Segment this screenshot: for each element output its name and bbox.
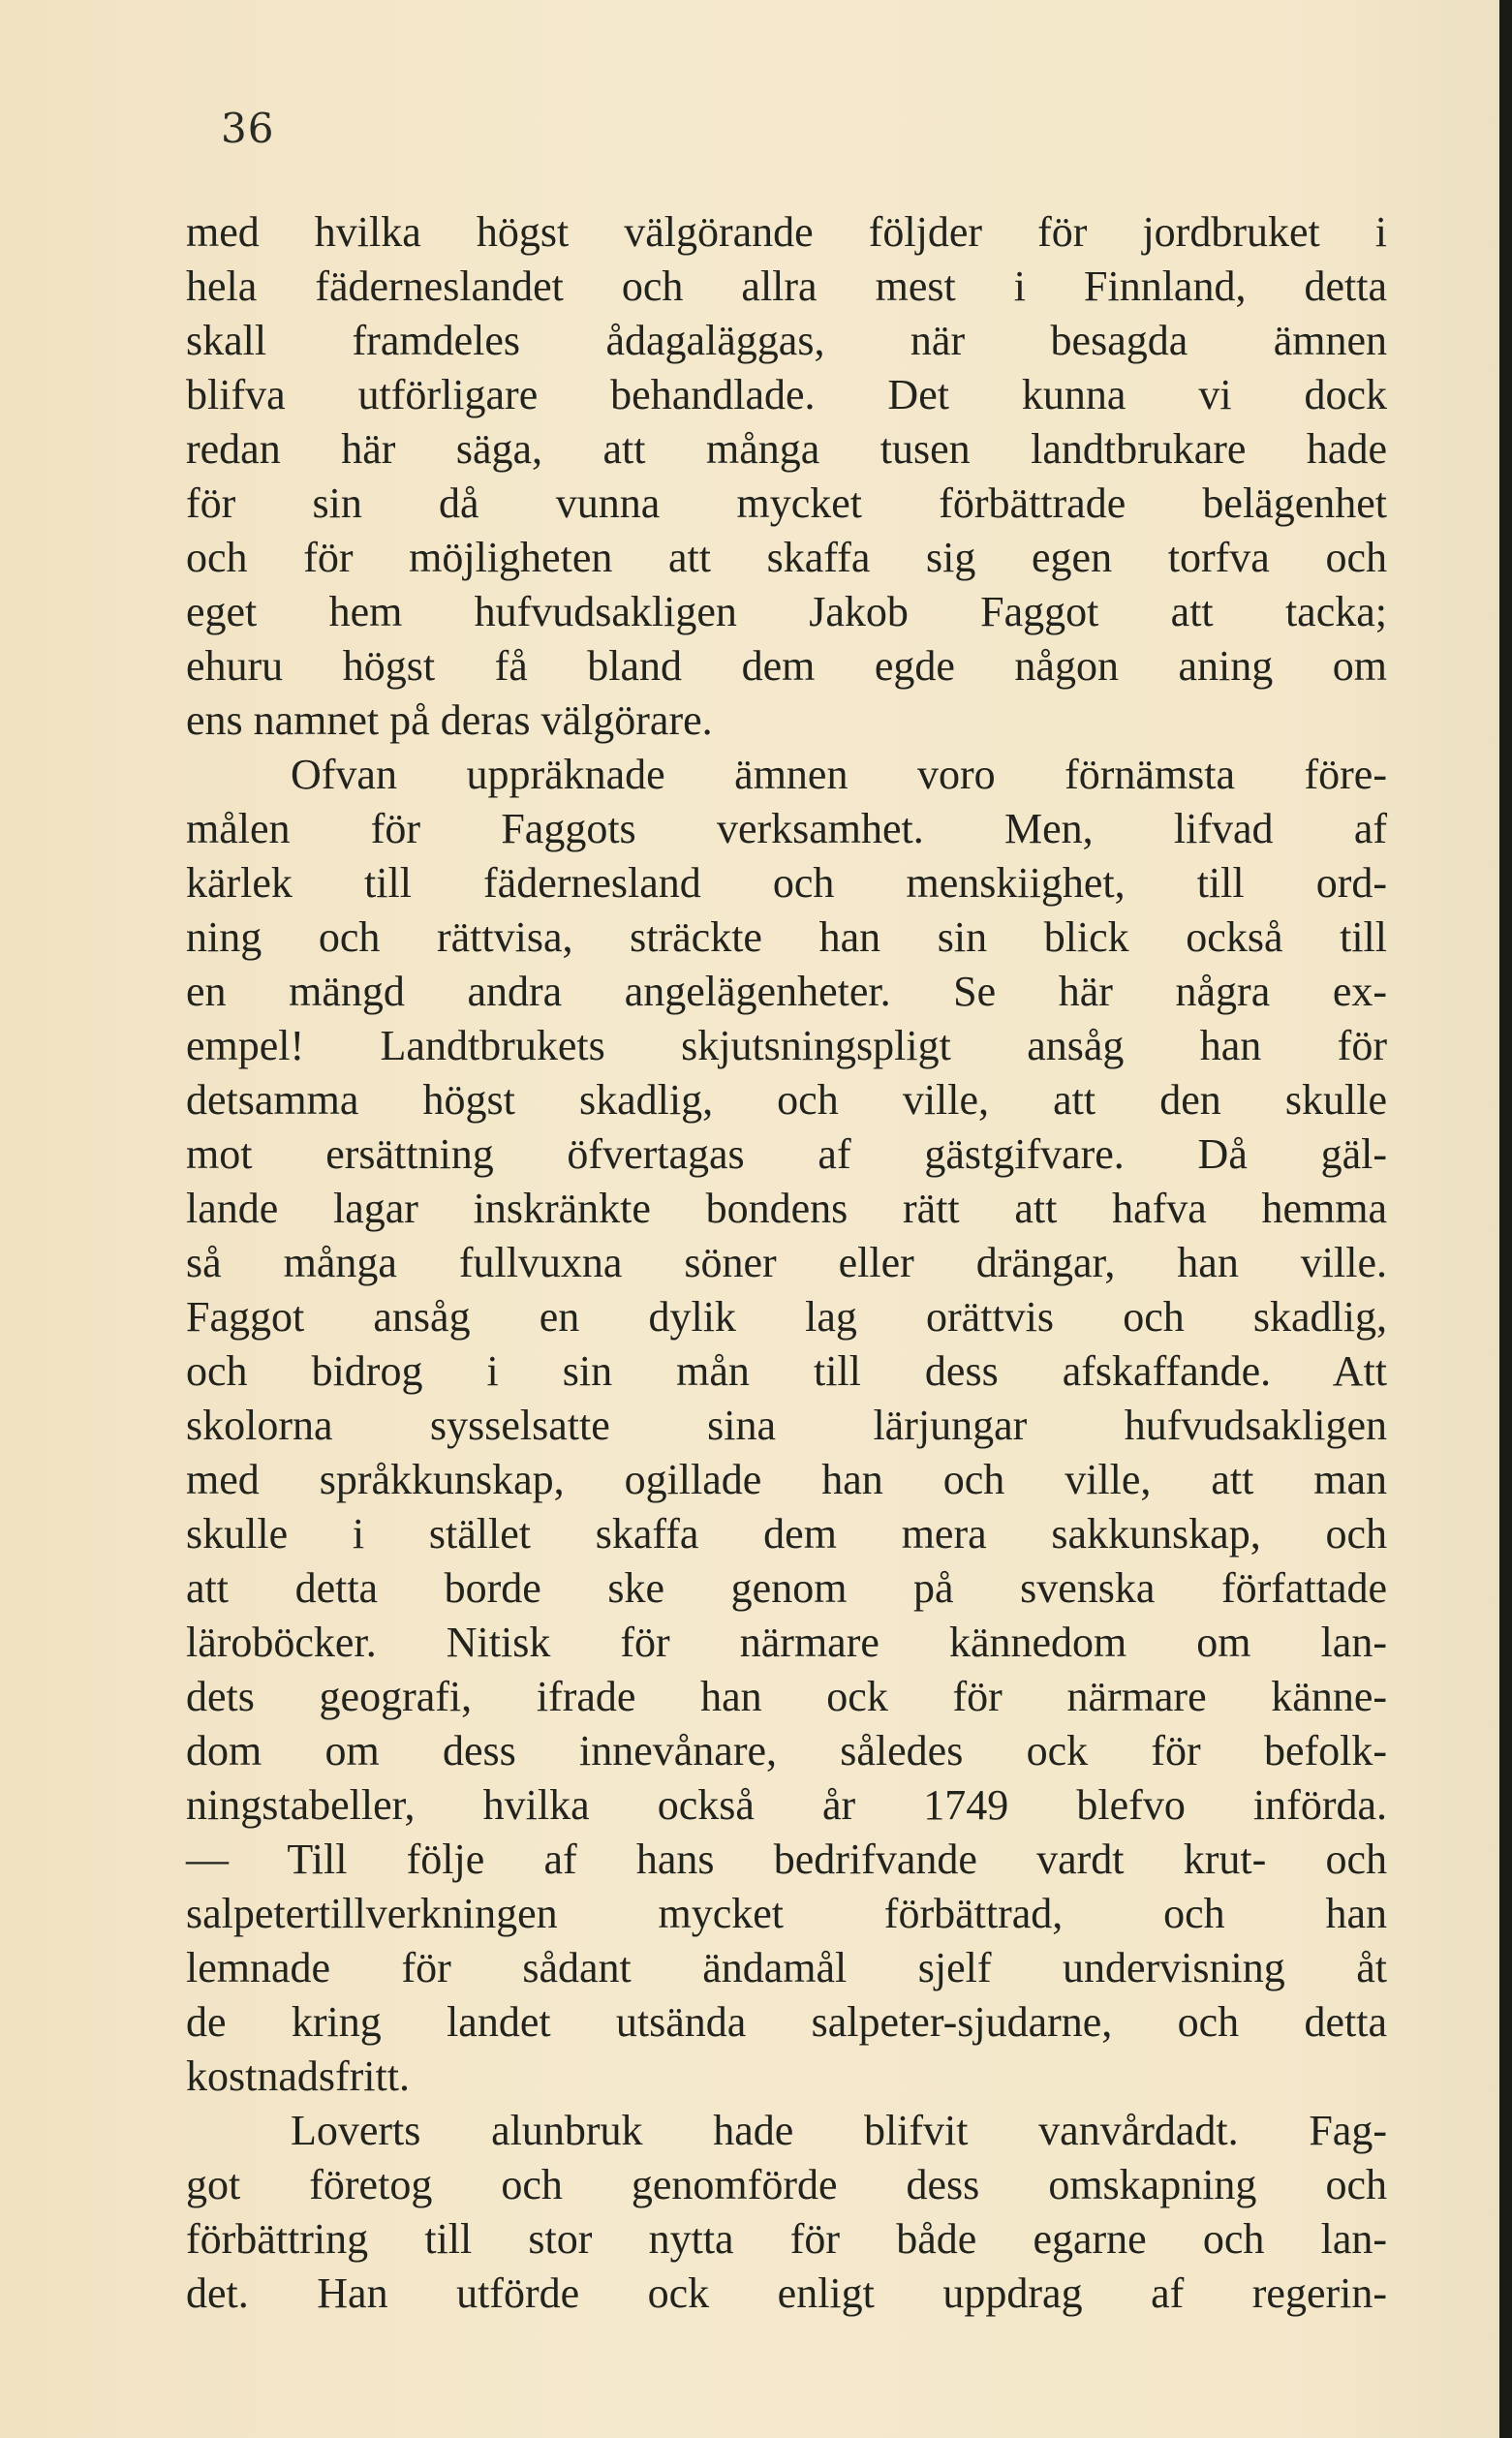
page-edge-shadow	[1499, 0, 1512, 2438]
text-line: mot ersättning öfvertagas af gästgifvare. Då gäl-	[186, 1130, 1387, 1178]
text-line: redan här säga, att många tusen landtbrukare hade	[186, 425, 1387, 473]
text-line: Ofvan uppräknade ämnen voro förnämsta före-	[291, 751, 1387, 798]
text-line: förbättring till stor nytta för både egarne och lan-	[186, 2215, 1387, 2263]
text-line: de kring landet utsända salpeter-sjudarne, och detta	[186, 1998, 1387, 2046]
text-line: skolorna sysselsatte sina lärjungar hufvudsakligen	[186, 1402, 1387, 1449]
text-line: skall framdeles ådagaläggas, när besagda ämnen	[186, 317, 1387, 364]
text-line: med språkkunskap, ogillade han och ville, att man	[186, 1456, 1387, 1503]
text-line: salpetertillverkningen mycket förbättrad, och han	[186, 1890, 1387, 1937]
text-line: lande lagar inskränkte bondens rätt att hafva hemma	[186, 1185, 1387, 1232]
text-line: hela fäderneslandet och allra mest i Finnland, detta	[186, 262, 1387, 310]
text-line: för sin då vunna mycket förbättrade belägenhet	[186, 479, 1387, 527]
text-line: en mängd andra angelägenheter. Se här några ex-	[186, 968, 1387, 1015]
text-line: dom om dess innevånare, således ock för befolk-	[186, 1727, 1387, 1774]
text-line: kostnadsfritt.	[186, 2052, 410, 2100]
text-line: Faggot ansåg en dylik lag orättvis och skadlig,	[186, 1293, 1387, 1341]
text-line: det. Han utförde ock enligt uppdrag af regerin-	[186, 2269, 1387, 2317]
text-line: dets geografi, ifrade han ock för närmare känne-	[186, 1673, 1387, 1720]
text-line: blifva utförligare behandlade. Det kunna vi dock	[186, 371, 1387, 418]
text-line: lemnade för sådant ändamål sjelf undervisning åt	[186, 1944, 1387, 1991]
text-line: ning och rättvisa, sträckte han sin blick också till	[186, 913, 1387, 961]
text-line: got företog och genomförde dess omskapning och	[186, 2161, 1387, 2208]
text-line: så många fullvuxna söner eller drängar, han ville.	[186, 1239, 1387, 1286]
text-line: målen för Faggots verksamhet. Men, lifvad af	[186, 805, 1387, 852]
text-line: kärlek till fädernesland och menskiighet, till ord-	[186, 859, 1387, 907]
text-line: skulle i stället skaffa dem mera sakkunskap, och	[186, 1510, 1387, 1558]
text-line: ningstabeller, hvilka också år 1749 blefvo införda.	[186, 1781, 1387, 1829]
body-text	[186, 205, 1387, 2321]
text-line: att detta borde ske genom på svenska författade	[186, 1564, 1387, 1612]
text-line: och bidrog i sin mån till dess afskaffande. Att	[186, 1347, 1387, 1395]
text-line: Loverts alunbruk hade blifvit vanvårdadt. Fag-	[291, 2107, 1387, 2154]
text-line: och för möjligheten att skaffa sig egen torfva och	[186, 534, 1387, 581]
text-line: — Till följe af hans bedrifvande vardt krut- och	[186, 1836, 1387, 1883]
text-line: eget hem hufvudsakligen Jakob Faggot att tacka;	[186, 588, 1387, 635]
text-line: läroböcker. Nitisk för närmare kännedom om lan-	[186, 1619, 1387, 1666]
page-number: 36	[221, 105, 275, 152]
text-line: detsamma högst skadlig, och ville, att den skulle	[186, 1076, 1387, 1124]
text-line: empel! Landtbrukets skjutsningspligt ansåg han för	[186, 1022, 1387, 1069]
text-line: ens namnet på deras välgörare.	[186, 696, 713, 744]
text-line: ehuru högst få bland dem egde någon aning om	[186, 642, 1387, 690]
text-line: med hvilka högst välgörande följder för jordbruket i	[186, 208, 1387, 256]
